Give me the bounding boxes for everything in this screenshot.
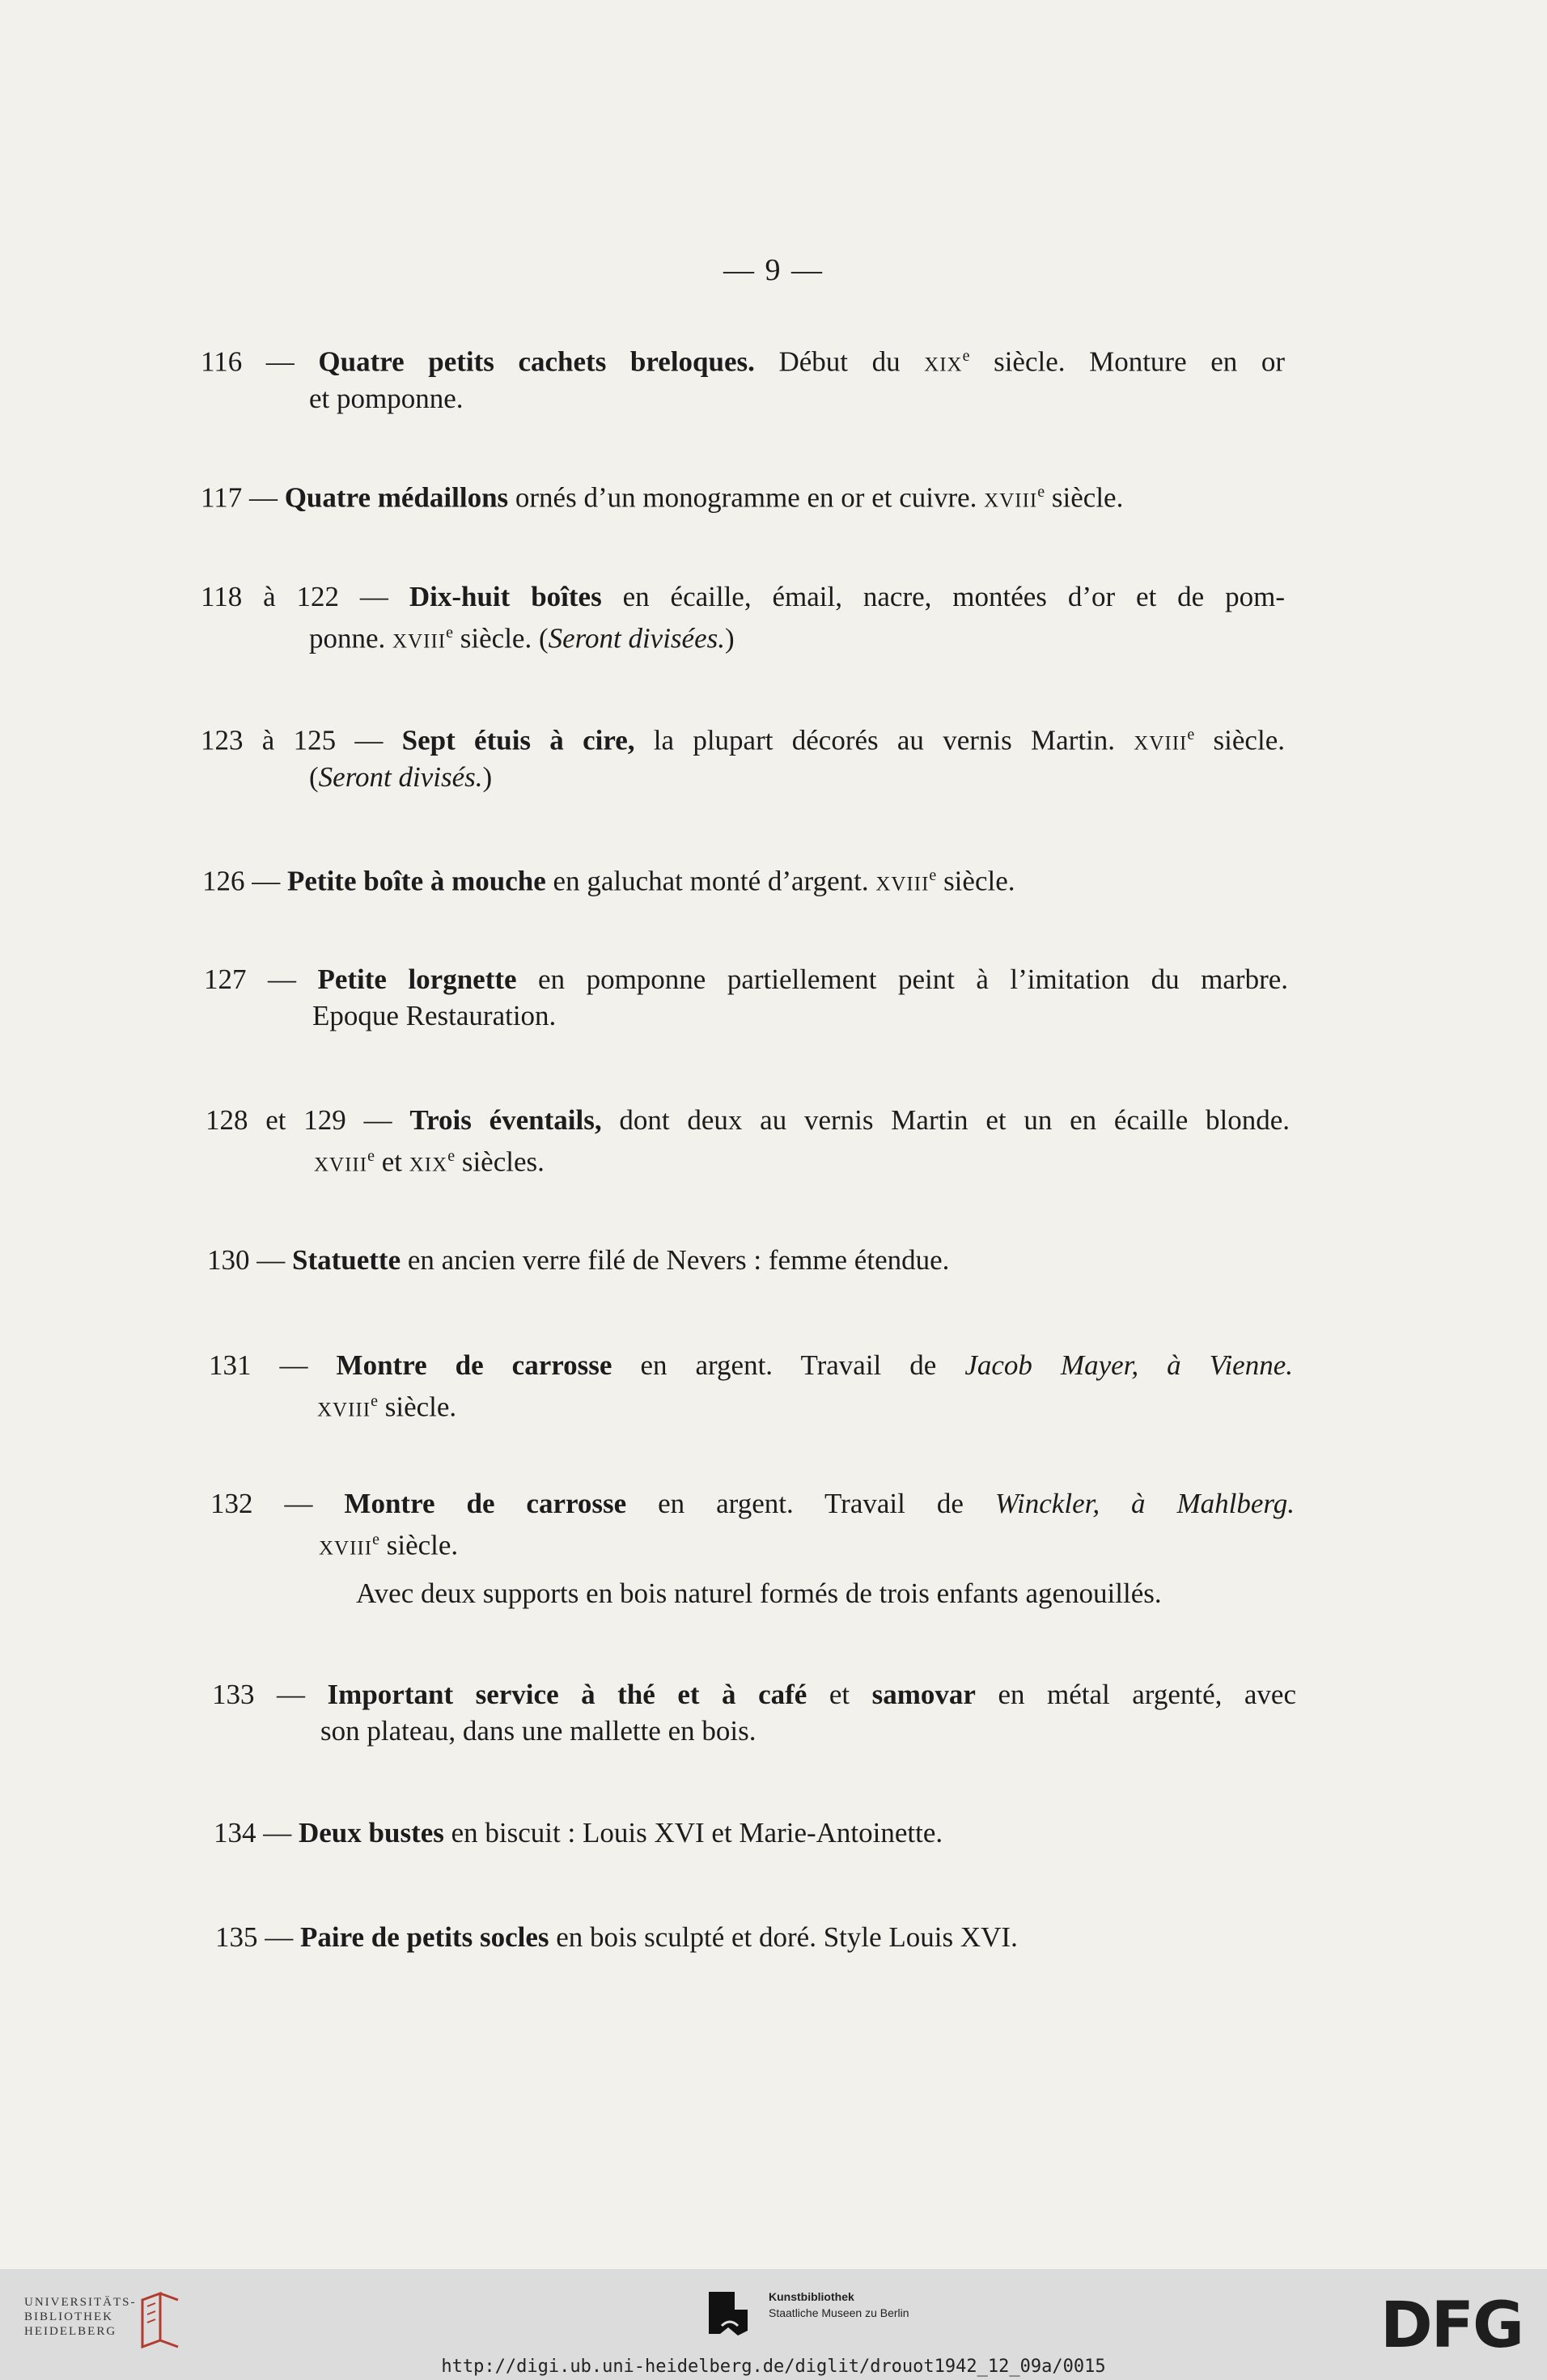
catalogue-entry bbox=[201, 717, 1285, 795]
entry-first-line bbox=[214, 1815, 1298, 1851]
superscript: e bbox=[1187, 726, 1195, 743]
kb-subtitle: Staatliche Museen zu Berlin bbox=[769, 2306, 909, 2319]
entry-text: 135 — bbox=[215, 1921, 300, 1953]
entry-text: en biscuit : Louis XVI et Marie-Antoinette. bbox=[443, 1817, 943, 1849]
lot-title: Statuette bbox=[292, 1244, 401, 1276]
footer-bar bbox=[0, 2269, 1547, 2380]
lot-title: Petite boîte à mouche bbox=[287, 865, 546, 897]
superscript: e bbox=[962, 347, 970, 365]
catalogue-entry bbox=[209, 1347, 1293, 1425]
lot-title: Petite lorgnette bbox=[317, 963, 517, 995]
catalogue-entry bbox=[206, 1102, 1290, 1180]
entry-continuation-line bbox=[209, 1383, 1293, 1425]
entry-first-line bbox=[206, 1102, 1290, 1138]
entry-text: 126 — bbox=[202, 865, 287, 897]
superscript: e bbox=[446, 624, 454, 642]
century-numeral: xviii bbox=[317, 1391, 371, 1423]
catalogue-entry bbox=[214, 1815, 1298, 1851]
catalogue-entry bbox=[201, 578, 1285, 657]
century-numeral: xviii bbox=[392, 622, 447, 654]
italic-text: Jacob Mayer, à Vienne. bbox=[964, 1349, 1294, 1381]
entry-text: 117 — bbox=[201, 481, 285, 514]
kunstbibliothek-label bbox=[769, 2289, 909, 2321]
entry-text: en bois sculpté et doré. Style Louis XVI. bbox=[549, 1921, 1018, 1953]
source-url[interactable]: http://digi.ub.uni-heidelberg.de/diglit/drouot1942_12_09a/0015 bbox=[441, 2357, 1106, 2377]
university-line: BIBLIOTHEK bbox=[24, 2310, 113, 2323]
lot-title: Trois éventails, bbox=[409, 1104, 602, 1136]
entry-continuation-line bbox=[204, 997, 1288, 1034]
dfg-logo: DFG bbox=[1380, 2289, 1523, 2362]
entry-text: 128 et 129 — bbox=[206, 1104, 410, 1136]
catalogue-entry bbox=[215, 1919, 1299, 1955]
entry-text: en pomponne partiellement peint à l’imitation du marbre. bbox=[516, 963, 1289, 995]
entry-first-line bbox=[212, 1676, 1296, 1713]
catalogue-entry bbox=[212, 1676, 1296, 1749]
superscript: e bbox=[447, 1147, 456, 1165]
entry-first-line bbox=[209, 1347, 1293, 1383]
entry-text: 116 — bbox=[201, 345, 319, 378]
entry-text: 134 — bbox=[214, 1817, 299, 1849]
entry-text: 123 à 125 — bbox=[201, 724, 402, 756]
entry-continuation-line bbox=[201, 380, 1285, 417]
entry-first-line bbox=[201, 338, 1285, 380]
entry-text: son plateau, dans une mallette en bois. bbox=[320, 1715, 757, 1747]
italic-text: Winckler, à Mahlberg. bbox=[994, 1488, 1295, 1519]
entry-text: 127 — bbox=[204, 963, 318, 995]
entry-first-line bbox=[215, 1919, 1299, 1955]
entry-text: siècle. bbox=[936, 865, 1015, 897]
lot-title: Important service à thé et à café bbox=[327, 1679, 807, 1710]
entry-text: en argent. Travail de bbox=[626, 1488, 995, 1519]
superscript: e bbox=[372, 1531, 379, 1548]
entry-first-line bbox=[210, 1485, 1295, 1522]
entry-note: Avec deux supports en bois naturel formés de trois enfants agenouillés. bbox=[356, 1577, 1162, 1609]
entry-text: ponne. bbox=[309, 622, 393, 654]
entry-text: en galuchat monté d’argent. bbox=[545, 865, 876, 897]
entry-continuation-line bbox=[201, 759, 1285, 795]
entry-text: en ancien verre filé de Nevers : femme étendue. bbox=[401, 1244, 950, 1276]
entry-text: ornés d’un monogramme en or et cuivre. bbox=[508, 481, 985, 514]
entry-text: et bbox=[374, 1146, 409, 1178]
lot-title: Paire de petits socles bbox=[300, 1921, 549, 1953]
catalogue-entry bbox=[201, 474, 1285, 516]
italic-text: Seront divisées. bbox=[548, 622, 725, 654]
entry-continuation-line bbox=[210, 1522, 1295, 1564]
entry-first-line bbox=[204, 961, 1288, 997]
lot-title: Sept étuis à cire, bbox=[401, 724, 635, 756]
century-numeral: xix bbox=[924, 345, 963, 378]
university-line: HEIDELBERG bbox=[24, 2325, 117, 2338]
entry-continuation-line bbox=[206, 1138, 1290, 1180]
lot-title: Quatre petits cachets breloques. bbox=[318, 345, 755, 378]
entry-text: et bbox=[807, 1679, 872, 1710]
catalogue-entry bbox=[210, 1485, 1295, 1611]
entry-text: en écaille, émail, nacre, montées d’or et de pom- bbox=[601, 581, 1285, 612]
entry-text: en métal argenté, avec bbox=[975, 1679, 1296, 1710]
entry-text: et pomponne. bbox=[309, 382, 464, 414]
lot-title: Dix-huit boîtes bbox=[409, 581, 602, 612]
superscript: e bbox=[929, 866, 937, 884]
entry-text: en argent. Travail de bbox=[612, 1349, 965, 1381]
entry-text: Epoque Restauration. bbox=[312, 1000, 557, 1031]
kunstbibliothek-logo-icon bbox=[706, 2285, 757, 2342]
century-numeral: xviii bbox=[319, 1529, 373, 1561]
superscript: e bbox=[1037, 483, 1045, 501]
entry-text: siècle. bbox=[1194, 724, 1285, 756]
entry-first-line bbox=[202, 858, 1286, 900]
lot-title: samovar bbox=[871, 1679, 976, 1710]
entry-text: siècle. ( bbox=[453, 622, 549, 654]
entry-first-line bbox=[207, 1242, 1291, 1278]
century-numeral: xviii bbox=[984, 481, 1038, 514]
century-numeral: xviii bbox=[1134, 724, 1188, 756]
superscript: e bbox=[371, 1392, 378, 1410]
entry-first-line bbox=[201, 717, 1285, 759]
entry-continuation-line bbox=[201, 615, 1285, 657]
entry-text: ( bbox=[309, 760, 319, 793]
century-numeral: xviii bbox=[875, 865, 930, 897]
page-number: — 9 — bbox=[723, 253, 824, 287]
entry-text: 133 — bbox=[212, 1679, 328, 1710]
entry-text: siècle. bbox=[377, 1391, 457, 1423]
entry-text: ) bbox=[724, 622, 735, 654]
century-numeral: xviii bbox=[314, 1146, 368, 1178]
entry-text: ) bbox=[482, 760, 493, 793]
lot-title: Deux bustes bbox=[299, 1817, 444, 1849]
catalogue-entry bbox=[201, 338, 1285, 417]
entry-text: siècle. Monture en or bbox=[969, 345, 1285, 378]
entry-text: la plupart décorés au vernis Martin. bbox=[634, 724, 1134, 756]
entry-text: siècles. bbox=[455, 1146, 545, 1178]
entry-text: Début du bbox=[754, 345, 925, 378]
catalogue-entry bbox=[202, 858, 1286, 900]
entry-text: dont deux au vernis Martin et un en écaille blonde. bbox=[601, 1104, 1291, 1136]
entry-text: 118 à 122 — bbox=[201, 581, 409, 612]
catalogue-entry bbox=[204, 961, 1288, 1034]
entry-text: 130 — bbox=[207, 1244, 292, 1276]
entry-text: 131 — bbox=[209, 1349, 337, 1381]
superscript: e bbox=[367, 1147, 375, 1165]
entry-continuation-line bbox=[212, 1713, 1296, 1749]
italic-text: Seront divisés. bbox=[318, 760, 483, 793]
university-library-name bbox=[24, 2295, 137, 2339]
entry-first-line bbox=[201, 474, 1285, 516]
university-line: UNIVERSITÄTS- bbox=[24, 2296, 137, 2309]
lot-title: Quatre médaillons bbox=[284, 481, 509, 514]
university-logo-icon bbox=[136, 2292, 184, 2348]
lot-title: Montre de carrosse bbox=[336, 1349, 612, 1381]
entry-text: siècle. bbox=[1045, 481, 1124, 514]
kb-title: Kunstbibliothek bbox=[769, 2290, 854, 2303]
entry-text: siècle. bbox=[379, 1529, 459, 1561]
entry-text: 132 — bbox=[210, 1488, 345, 1519]
entry-first-line bbox=[201, 578, 1285, 615]
lot-title: Montre de carrosse bbox=[344, 1488, 627, 1519]
catalogue-entry bbox=[207, 1242, 1291, 1278]
century-numeral: xix bbox=[409, 1146, 448, 1178]
